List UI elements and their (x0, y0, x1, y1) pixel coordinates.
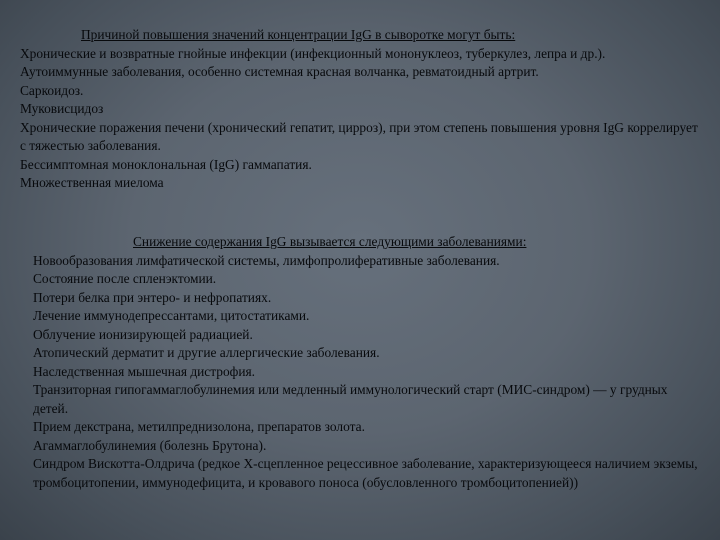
list-item: Состояние после спленэктомии. (33, 271, 217, 286)
list-item: Прием декстрана, метилпреднизолона, препаратов золота. (33, 419, 365, 434)
list-item: Атопический дерматит и другие аллергические заболевания. (33, 345, 380, 360)
list-item: Аутоиммунные заболевания, особенно системная красная волчанка, ревматоидный артрит. (20, 64, 539, 79)
list-item: Множественная миелома (20, 175, 164, 190)
list-item: Муковисцидоз (20, 101, 104, 116)
list-item: Облучение ионизирующей радиацией. (33, 326, 253, 342)
list-item: Бессимптомная моноклональная (IgG) гаммапатия. (20, 156, 312, 172)
list-item: Лечение иммунодепрессантами, цитостатиками. (33, 308, 310, 323)
list-item: Наследственная мышечная дистрофия. (33, 363, 256, 379)
list-item: Хронические и возвратные гнойные инфекции (инфекционный мононуклеоз, туберкулез, лепра и др.). (20, 45, 606, 61)
section-decrease-heading: Снижение содержания IgG вызывается следующими заболеваниями: (133, 234, 527, 249)
list-item: Новообразования лимфатической системы, лимфопролиферативные заболевания. (33, 252, 500, 268)
list-item: Транзиторная гипогаммаглобулинемия или медленный иммунологический старт (МИС-синдром) — у грудных детей. (33, 382, 668, 416)
section-increase-heading: Причиной повышения значений концентрации IgG в сыворотке могут быть: (81, 27, 516, 42)
section-increase (20, 26, 700, 193)
list-item: Синдром Вискотта-Олдрича (редкое Х-сцепленное рецессивное заболевание, характеризующееся наличием экземы, тромбоцитопении, иммунодефицита, и кровавого поноса (обусловленного тромбоцитопенией)) (33, 456, 698, 490)
list-item: Хронические поражения печени (хронический гепатит, цирроз), при этом степень повышения уровня IgG коррелирует с тяжестью заболевания. (20, 119, 698, 153)
section-decrease (33, 233, 701, 492)
list-item: Потери белка при энтеро- и нефропатиях. (33, 289, 272, 305)
list-item: Агаммаглобулинемия (болезнь Брутона). (33, 437, 267, 453)
list-item: Саркоидоз. (20, 82, 84, 98)
